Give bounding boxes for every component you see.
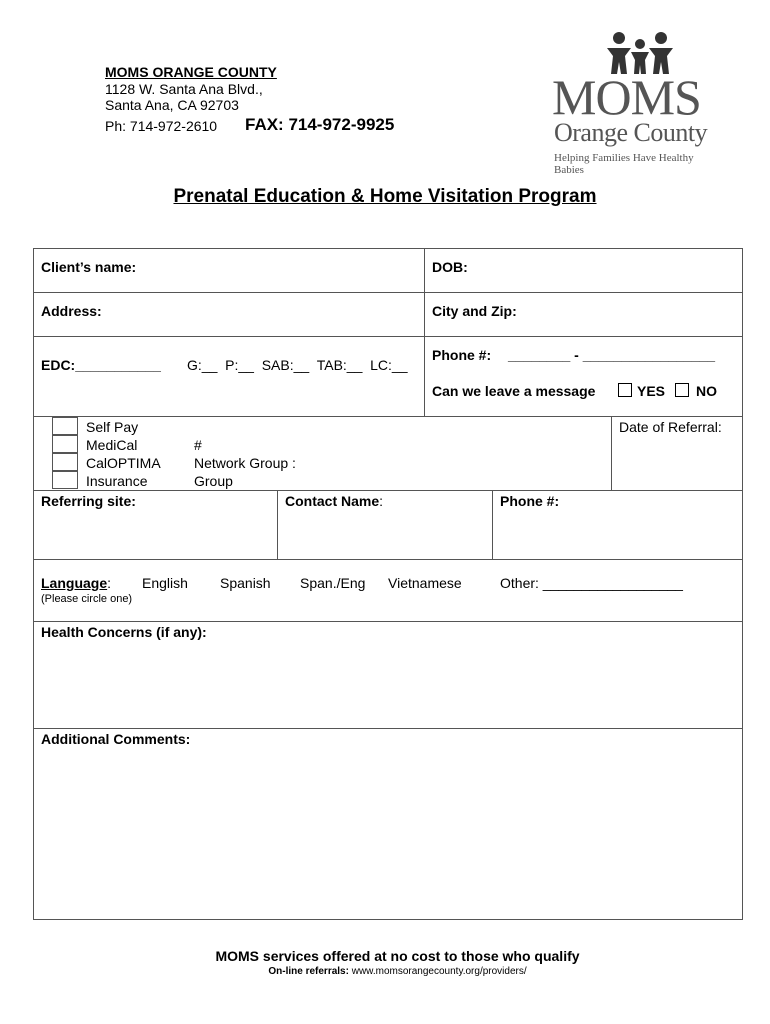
additional-comments-field[interactable]: Additional Comments:	[41, 731, 191, 747]
no-checkbox[interactable]	[675, 383, 689, 397]
obstetric-history-field[interactable]: G:__ P:__ SAB:__ TAB:__ LC:__	[187, 357, 408, 373]
logo-orange-county-text: Orange County	[554, 118, 708, 147]
medical-number-field[interactable]: #	[194, 437, 202, 453]
language-option-other[interactable]: Other: __________________	[500, 575, 683, 591]
yes-checkbox[interactable]	[618, 383, 632, 397]
please-circle-note: (Please circle one)	[41, 593, 133, 605]
language-label-text: Language	[41, 575, 108, 591]
org-address-line1: 1128 W. Santa Ana Blvd.,	[105, 81, 263, 97]
edc-field[interactable]: EDC:___________	[41, 357, 161, 373]
logo-tagline: Helping Families Have Healthy Babies	[554, 152, 694, 176]
medical-checkbox[interactable]	[52, 435, 78, 453]
referral-phone-field[interactable]: Phone #:	[500, 493, 560, 509]
caloptima-checkbox[interactable]	[52, 453, 78, 471]
divider	[33, 728, 743, 729]
org-fax: FAX: 714-972-9925	[245, 115, 395, 134]
language-option-vietnamese[interactable]: Vietnamese	[388, 575, 462, 591]
divider	[33, 559, 743, 560]
org-phone: Ph: 714-972-2610	[105, 118, 218, 134]
org-address-line2: Santa Ana, CA 92703	[105, 97, 239, 113]
referring-site-field[interactable]: Referring site:	[41, 493, 136, 509]
city-zip-field[interactable]: City and Zip:	[432, 303, 517, 319]
contact-name-field[interactable]	[285, 493, 383, 509]
medical-label: MediCal	[86, 437, 138, 453]
footer-referrals-label: On-line referrals:	[268, 966, 349, 977]
divider	[33, 292, 743, 293]
divider	[424, 248, 425, 416]
footer-cost-note: MOMS services offered at no cost to those who qualify	[215, 948, 580, 964]
divider	[33, 621, 743, 622]
language-colon: :	[107, 575, 112, 591]
phone-label: Phone #:	[432, 347, 492, 363]
client-name-field[interactable]: Client’s name:	[41, 259, 137, 275]
self-pay-checkbox[interactable]	[52, 417, 78, 435]
language-option-english[interactable]: English	[142, 575, 188, 591]
no-label: NO	[696, 383, 717, 399]
divider	[33, 336, 743, 337]
form-title: Prenatal Education & Home Visitation Program	[173, 186, 597, 207]
footer-referrals	[0, 966, 770, 977]
self-pay-label: Self Pay	[86, 419, 139, 435]
divider	[277, 490, 278, 559]
language-option-spanish[interactable]: Spanish	[220, 575, 271, 591]
moms-logo	[550, 30, 725, 176]
language-label	[41, 575, 111, 591]
date-of-referral-field[interactable]: Date of Referral:	[619, 419, 722, 435]
address-field[interactable]: Address:	[41, 303, 102, 319]
insurance-label: Insurance	[86, 473, 148, 489]
contact-name-colon: :	[379, 493, 384, 509]
caloptima-label: CalOPTIMA	[86, 455, 161, 471]
footer-referrals-url[interactable]: www.momsorangecounty.org/providers/	[351, 966, 527, 977]
divider	[33, 416, 743, 417]
logo-moms-text: MOMS	[552, 69, 701, 125]
insurance-checkbox[interactable]	[52, 471, 78, 489]
leave-message-label: Can we leave a message	[432, 383, 596, 399]
org-name: MOMS ORANGE COUNTY	[105, 64, 277, 80]
divider	[492, 490, 493, 559]
divider	[33, 490, 743, 491]
divider	[611, 416, 612, 490]
health-concerns-field[interactable]: Health Concerns (if any):	[41, 624, 207, 640]
group-field[interactable]: Group	[194, 473, 233, 489]
dob-field[interactable]: DOB:	[432, 259, 468, 275]
phone-field[interactable]: ________ - _________________	[508, 347, 716, 363]
yes-label: YES	[637, 383, 666, 399]
contact-name-label: Contact Name	[285, 493, 380, 509]
language-option-span-eng[interactable]: Span./Eng	[300, 575, 366, 591]
network-group-field[interactable]: Network Group :	[194, 455, 296, 471]
